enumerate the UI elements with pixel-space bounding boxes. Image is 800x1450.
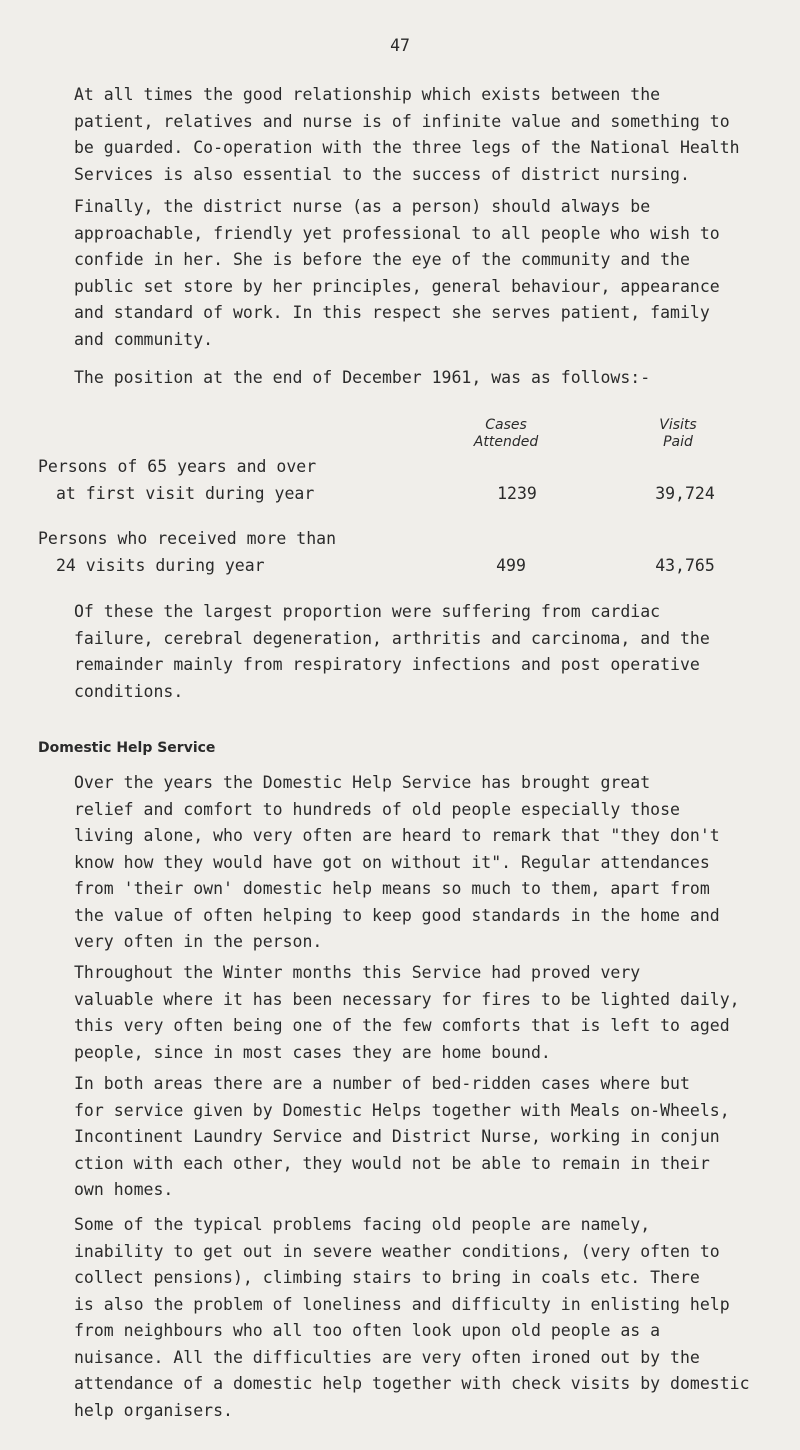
position-intro: The position at the end of December 1961, was as follows:-: [74, 368, 651, 387]
text-line: be guarded. Co-operation with the three legs of the National Health: [74, 138, 740, 157]
text-line: Finally, the district nurse (as a person) should always be: [74, 197, 651, 216]
paragraph-relationship: [38, 82, 768, 188]
row-label-line: Persons of 65 years and over: [38, 457, 317, 476]
table-cell-visits: 43,765: [655, 556, 715, 575]
row-label-line: at first visit during year: [56, 483, 315, 503]
column-header-cases: [436, 417, 576, 451]
row-label-line: 24 visits during year: [56, 555, 265, 575]
text-line: from 'their own' domestic help means so much to them, apart from: [74, 879, 710, 898]
text-line: patient, relatives and nurse is of infinite value and something to: [74, 111, 730, 131]
paragraph-bed-ridden: [38, 1071, 768, 1204]
text-line: nuisance. All the difficulties are very often ironed out by the: [74, 1347, 700, 1367]
column-header-line: Visits: [659, 417, 697, 433]
table-cell-visits: 39,724: [655, 484, 715, 503]
text-line: for service given by Domestic Helps together with Meals on-Wheels,: [74, 1100, 730, 1120]
text-line: At all times the good relationship which exists between the: [74, 85, 661, 104]
text-line: know how they would have got on without it". Regular attendances: [74, 852, 710, 872]
paragraph-domestic-help: [38, 770, 768, 956]
text-line: Some of the typical problems facing old people are namely,: [74, 1215, 651, 1234]
text-line: Services is also essential to the success of district nursing.: [74, 164, 690, 184]
text-line: people, since in most cases they are home bound.: [74, 1042, 551, 1062]
text-line: approachable, friendly yet professional to all people who wish to: [74, 223, 720, 243]
table-cell-cases: 1239: [497, 484, 537, 503]
paragraph-conditions: [38, 599, 768, 705]
text-line: attendance of a domestic help together with check visits by domestic: [74, 1374, 750, 1393]
text-line: is also the problem of loneliness and difficulty in enlisting help: [74, 1294, 730, 1314]
column-header-visits: [608, 417, 748, 451]
row-label-line: Persons who received more than: [38, 529, 337, 548]
text-line: ction with each other, they would not be able to remain in their: [74, 1153, 710, 1173]
text-line: living alone, who very often are heard to remark that "they don't: [74, 826, 720, 845]
text-line: Incontinent Laundry Service and District Nurse, working in conjun: [74, 1127, 720, 1146]
text-line: the value of often helping to keep good standards in the home and: [74, 905, 720, 925]
text-line: valuable where it has been necessary for fires to be lighted daily,: [74, 989, 740, 1009]
text-line: inability to get out in severe weather conditions, (very often to: [74, 1241, 720, 1261]
text-line: Of these the largest proportion were suffering from cardiac: [74, 602, 661, 621]
text-line: relief and comfort to hundreds of old people especially those: [74, 799, 680, 819]
column-header-line: Attended: [473, 434, 539, 450]
table-cell-cases: 499: [496, 556, 526, 575]
text-line: and community.: [74, 329, 214, 349]
text-line: failure, cerebral degeneration, arthritis and carcinoma, and the: [74, 628, 710, 648]
paragraph-winter: [38, 960, 768, 1066]
text-line: conditions.: [74, 681, 184, 701]
text-line: confide in her. She is before the eye of the community and the: [74, 250, 690, 269]
text-line: help organisers.: [74, 1400, 233, 1420]
table-row-label: [38, 526, 336, 579]
paragraph-district-nurse: [38, 194, 768, 353]
text-line: public set store by her principles, general behaviour, appearance: [74, 276, 720, 296]
text-line: this very often being one of the few comforts that is left to aged: [74, 1016, 730, 1035]
page-number: 47: [390, 36, 410, 55]
table-row-label: [38, 454, 316, 507]
text-line: Throughout the Winter months this Service had proved very: [74, 963, 641, 982]
text-line: from neighbours who all too often look upon old people as a: [74, 1321, 661, 1340]
text-line: and standard of work. In this respect she serves patient, family: [74, 303, 710, 322]
column-header-line: Paid: [663, 434, 693, 450]
text-line: very often in the person.: [74, 932, 323, 951]
text-line: own homes.: [74, 1180, 174, 1199]
paragraph-typical-problems: [38, 1212, 768, 1424]
text-line: collect pensions), climbing stairs to bring in coals etc. There: [74, 1268, 700, 1287]
text-line: Over the years the Domestic Help Service has brought great: [74, 773, 651, 792]
text-line: In both areas there are a number of bed-ridden cases where but: [74, 1074, 690, 1093]
text-line: remainder mainly from respiratory infections and post operative: [74, 655, 700, 674]
section-heading: Domestic Help Service: [38, 740, 216, 756]
column-header-line: Cases: [485, 417, 527, 433]
